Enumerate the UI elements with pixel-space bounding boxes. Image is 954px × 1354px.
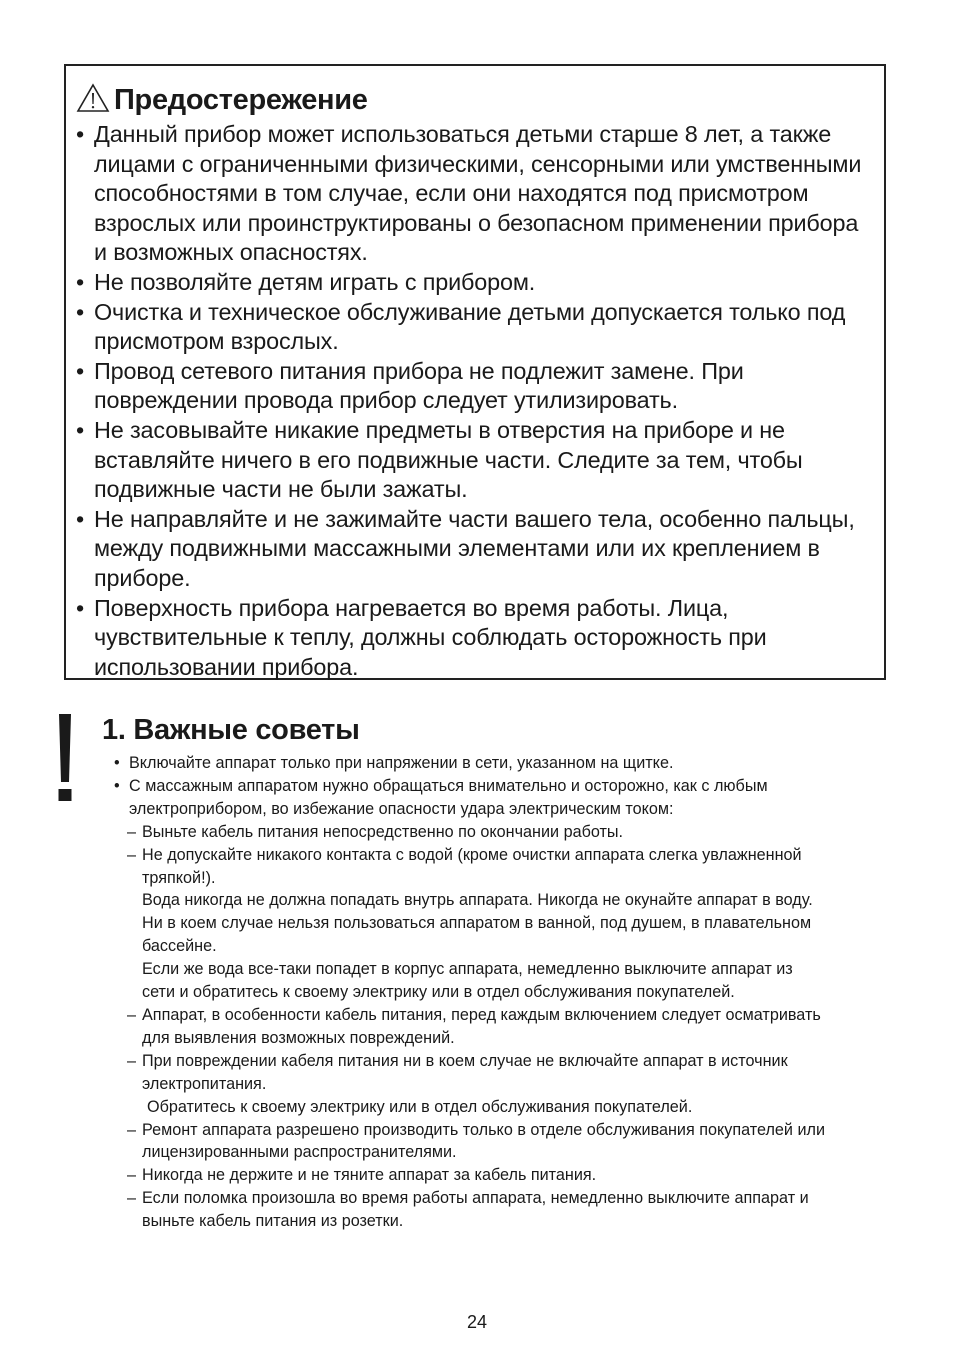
warning-item: • Провод сетевого питания прибора не подлежит замене. При повреждении провода прибор следует утилизировать. bbox=[76, 357, 870, 416]
tip-text: электроприбором, во избежание опасности удара электрическим током: bbox=[129, 799, 674, 818]
list-item-continuation bbox=[114, 1073, 894, 1096]
dash-mark: – bbox=[127, 845, 137, 864]
important-tips-list bbox=[114, 752, 894, 1233]
warning-item: • Поверхность прибора нагревается во время работы. Лица, чувствительные к теплу, должны соблюдать осторожность при использовании прибора. bbox=[76, 594, 870, 683]
warning-item: • Не позволяйте детям играть с прибором. bbox=[76, 268, 870, 298]
list-item bbox=[114, 821, 894, 844]
warning-item: • Данный прибор может использоваться детьми старше 8 лет, а также лицами с ограниченными физическими, сенсорными или умственными способностями в том случае, если они находятся под присмотром взрослых или проинструктированы о безопасном применении прибора и возможных опасностях. bbox=[76, 120, 870, 268]
list-item bbox=[114, 844, 894, 867]
warning-title: Предостережение bbox=[114, 84, 368, 116]
list-item bbox=[114, 1164, 894, 1187]
bullet-mark: • bbox=[114, 754, 120, 772]
list-item-continuation bbox=[114, 1027, 894, 1050]
tip-text: При повреждении кабеля питания ни в коем случае не включайте аппарат в источник bbox=[142, 1051, 788, 1070]
list-item bbox=[114, 775, 894, 798]
list-item-continuation bbox=[114, 889, 894, 912]
tip-text: Вода никогда не должна попадать внутрь аппарата. Никогда не окунайте аппарат в воду. bbox=[142, 891, 813, 910]
list-item bbox=[114, 1187, 894, 1210]
warning-list bbox=[76, 120, 870, 682]
list-item-continuation bbox=[114, 798, 894, 821]
warning-heading bbox=[76, 82, 870, 118]
dash-mark: – bbox=[127, 1189, 137, 1208]
list-item-continuation bbox=[114, 1210, 894, 1233]
list-item-continuation bbox=[114, 1141, 894, 1164]
tip-text: Выньте кабель питания непосредственно по окончании работы. bbox=[142, 822, 624, 841]
tip-text: Включайте аппарат только при напряжении в сети, указанном на щитке. bbox=[129, 754, 674, 772]
tip-text: Если же вода все-таки попадет в корпус аппарата, немедленно выключите аппарат из bbox=[142, 960, 793, 979]
tip-text: бассейне. bbox=[142, 937, 217, 956]
tip-text: Обратитесь к своему электрику или в отдел обслуживания покупателей. bbox=[147, 1097, 693, 1116]
page-number: 24 bbox=[466, 1312, 488, 1332]
list-item-continuation bbox=[114, 1096, 894, 1119]
tip-text: Аппарат, в особенности кабель питания, перед каждым включением следует осматривать bbox=[142, 1005, 821, 1024]
tip-text: лицензированными распространителями. bbox=[142, 1143, 457, 1162]
list-item bbox=[114, 1004, 894, 1027]
dash-mark: – bbox=[127, 1120, 137, 1139]
tip-text: электропитания. bbox=[142, 1074, 267, 1093]
tip-text: С массажным аппаратом нужно обращаться внимательно и осторожно, как с любым bbox=[129, 776, 768, 795]
list-item-continuation bbox=[114, 981, 894, 1004]
tip-text: Ремонт аппарата разрешено производить только в отделе обслуживания покупателей или bbox=[142, 1120, 825, 1139]
dash-mark: – bbox=[127, 1166, 137, 1185]
dash-mark: – bbox=[127, 1051, 137, 1070]
warning-triangle-icon bbox=[76, 83, 110, 113]
list-item bbox=[114, 752, 894, 775]
tip-text: Никогда не держите и не тяните аппарат за кабель питания. bbox=[142, 1166, 597, 1185]
list-item-continuation bbox=[114, 867, 894, 890]
warning-box bbox=[64, 64, 886, 680]
dash-mark: – bbox=[127, 1005, 137, 1024]
bullet-mark: • bbox=[114, 776, 120, 795]
tip-text: для выявления возможных повреждений. bbox=[142, 1028, 455, 1047]
tip-text: Если поломка произошла во время работы аппарата, немедленно выключите аппарат и bbox=[142, 1189, 809, 1208]
tip-text: сети и обратитесь к своему электрику или в отдел обслуживания покупателей. bbox=[142, 983, 735, 1002]
warning-item: • Не направляйте и не зажимайте части вашего тела, особенно пальцы, между подвижными массажными элементами или их креплением в приборе. bbox=[76, 505, 870, 594]
tip-text: Не допускайте никакого контакта с водой (кроме очистки аппарата слегка увлажненной bbox=[142, 845, 802, 864]
list-item bbox=[114, 1050, 894, 1073]
list-item-continuation bbox=[114, 912, 894, 935]
tip-text: выньте кабель питания из розетки. bbox=[142, 1212, 404, 1231]
exclamation-icon bbox=[50, 712, 80, 802]
tip-text: тряпкой!). bbox=[142, 868, 216, 887]
warning-item: • Очистка и техническое обслуживание детьми допускается только под присмотром взрослых. bbox=[76, 298, 870, 357]
warning-item: • Не засовывайте никакие предметы в отверстия на приборе и не вставляйте ничего в его подвижные части. Следите за тем, чтобы подвижные части не были зажаты. bbox=[76, 416, 870, 505]
section-title: 1. Важные советы bbox=[102, 714, 360, 746]
list-item-continuation bbox=[114, 935, 894, 958]
tip-text: Ни в коем случае нельзя пользоваться аппаратом в ванной, под душем, в плавательном bbox=[142, 914, 812, 933]
list-item bbox=[114, 1119, 894, 1142]
list-item-continuation bbox=[114, 958, 894, 981]
dash-mark: – bbox=[127, 822, 137, 841]
